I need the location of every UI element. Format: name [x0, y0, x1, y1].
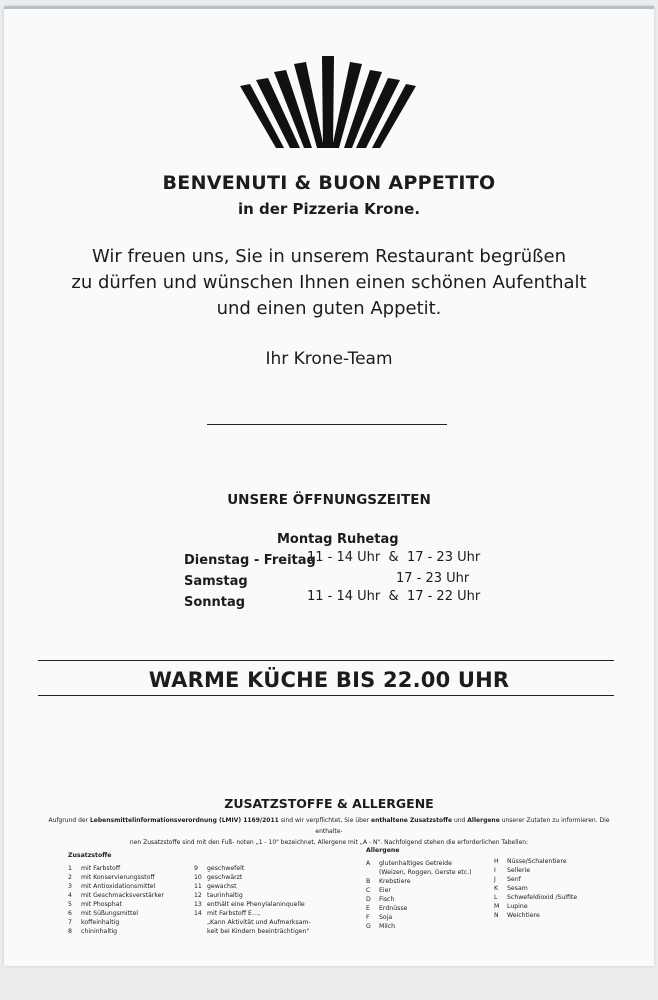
- list-item-label: glutenhaltiges Getreide: [379, 860, 452, 867]
- list-item-key: 11: [194, 883, 202, 890]
- list-item-key: F: [366, 914, 370, 921]
- list-item: [194, 891, 311, 900]
- allergens-title: ZUSATZSTOFFE & ALLERGENE: [224, 796, 434, 811]
- list-item-key: 3: [68, 883, 72, 890]
- list-item-label: mit Farbstoff: [81, 865, 121, 872]
- list-item-key: 12: [194, 892, 202, 899]
- list-item-label: mit Geschmacksverstärker: [81, 892, 165, 899]
- divider: [38, 660, 614, 661]
- list-item-key: 5: [68, 901, 72, 908]
- list-item-key: [366, 868, 379, 877]
- list-item: [194, 882, 311, 891]
- list-item-label: Nüsse/Schalentiere: [507, 858, 567, 865]
- hours-day: Dienstag - Freitag: [184, 553, 316, 568]
- list-item-key: A: [366, 860, 371, 867]
- welcome-line: und einen guten Appetit.: [216, 298, 442, 319]
- closed-day: Montag Ruhetag: [277, 532, 399, 547]
- list-item-label: mit Farbstoff E…,: [207, 910, 261, 917]
- list-item-label: Milch: [379, 923, 396, 930]
- list-item-label: mit Süßungsmittel: [81, 910, 139, 917]
- list-item-label: Krebstiere: [379, 878, 411, 885]
- list-item-label: „Kann Aktivität und Aufmerksam-: [207, 919, 311, 926]
- list-item: [494, 866, 577, 875]
- list-item-key: [194, 927, 207, 936]
- list-item-key: 4: [68, 892, 72, 899]
- list-item-key: I: [494, 867, 496, 874]
- allergens-list-2: [494, 857, 577, 920]
- intro-text: nen Zusatzstoffe sind mit den Fuß- noten „1 - 10" bezeichnet, Allergene mit „A - N". Nachfolgend stehen die erforderlichen Tabellen:: [129, 839, 529, 846]
- list-item: [68, 864, 164, 873]
- list-item-key: J: [494, 876, 496, 883]
- hours-times: 11 - 14 Uhr & 17 - 23 Uhr: [307, 550, 481, 565]
- list-item: [68, 882, 164, 891]
- list-item-label: mit Antioxidationsmittel: [81, 883, 156, 890]
- page-title: BENVENUTI & BUON APPETITO: [162, 172, 496, 194]
- list-item-key: 8: [68, 928, 72, 935]
- list-item: [194, 873, 311, 882]
- list-item-key: E: [366, 905, 370, 912]
- list-item-key: B: [366, 878, 371, 885]
- list-item-key: 10: [194, 874, 202, 881]
- list-item-key: 14: [194, 910, 202, 917]
- list-item-key: M: [494, 903, 500, 910]
- list-item-label: (Weizen, Roggen, Gerste etc.): [379, 869, 472, 876]
- list-item: [68, 918, 164, 927]
- list-item: [494, 911, 577, 920]
- list-item: [194, 900, 311, 909]
- intro-text: sind wir verpflichtet, Sie über: [278, 817, 371, 824]
- list-item: [68, 891, 164, 900]
- list-item: [68, 873, 164, 882]
- list-item: [366, 904, 472, 913]
- hours-day: Samstag: [184, 574, 248, 589]
- intro-bold: Allergene: [467, 817, 500, 824]
- list-item: [68, 900, 164, 909]
- list-item-label: taurinhaltig: [207, 892, 243, 899]
- list-item-label: enthält eine Phenylalaninquelle: [207, 901, 305, 908]
- additives-list-2: [194, 864, 311, 936]
- list-item-key: D: [366, 896, 371, 903]
- welcome-text: [4, 244, 654, 322]
- list-item-key: 9: [194, 865, 198, 872]
- list-item-label: Soja: [379, 914, 393, 921]
- list-item-label: Lupine: [507, 903, 528, 910]
- list-item-label: geschwefelt: [207, 865, 245, 872]
- list-item-key: 6: [68, 910, 72, 917]
- crown-logo-icon: [240, 56, 416, 152]
- list-item: [68, 909, 164, 918]
- hours-title: UNSERE ÖFFNUNGSZEITEN: [227, 492, 431, 508]
- list-item-key: 7: [68, 919, 72, 926]
- list-item: [366, 877, 472, 886]
- hours-day: Sonntag: [184, 595, 246, 610]
- list-item-label: Weichtiere: [507, 912, 540, 919]
- list-item-label: chininhaltig: [81, 928, 118, 935]
- list-item-label: Fisch: [379, 896, 395, 903]
- intro-text: unserer Zutaten zu informieren. Die enthalte-: [315, 817, 610, 835]
- list-item-label: Sellerie: [507, 867, 531, 874]
- list-item-label: Erdnüsse: [379, 905, 408, 912]
- list-item-key: K: [494, 885, 499, 892]
- top-edge: [4, 6, 654, 9]
- list-item: [366, 868, 472, 877]
- list-item-label: gewachst: [207, 883, 237, 890]
- list-item: [366, 886, 472, 895]
- list-item: [494, 884, 577, 893]
- list-item-label: mit Konservierungsstoff: [81, 874, 155, 881]
- list-item-key: 13: [194, 901, 202, 908]
- intro-text: und: [452, 817, 468, 824]
- list-item: [366, 859, 472, 868]
- list-item: [366, 913, 472, 922]
- allergens-list-1: [366, 846, 472, 931]
- welcome-line: Wir freuen uns, Sie in unserem Restaurant begrüßen: [92, 246, 566, 267]
- intro-bold: enthaltene Zusatzstoffe: [371, 817, 453, 824]
- intro-bold: Lebensmittelinformationsverordnung (LMIV) 1169/2011: [89, 817, 279, 824]
- list-item-label: keit bei Kindern beeinträchtigen": [207, 928, 310, 935]
- list-item-key: 1: [68, 865, 72, 872]
- divider: [38, 695, 614, 696]
- page-subtitle: in der Pizzeria Krone.: [237, 200, 421, 218]
- list-item: [194, 909, 311, 918]
- welcome-line: zu dürfen und wünschen Ihnen einen schönen Aufenthalt: [71, 272, 587, 293]
- list-item-key: [194, 918, 207, 927]
- list-item-label: mit Phosphat: [81, 901, 122, 908]
- list-item-key: G: [366, 923, 371, 930]
- list-item-key: H: [494, 858, 499, 865]
- list-item: [366, 895, 472, 904]
- list-item-key: 2: [68, 874, 72, 881]
- list-item: [494, 857, 577, 866]
- signature-text: Ihr Krone-Team: [265, 349, 393, 369]
- additives-heading: Zusatzstoffe: [68, 852, 112, 859]
- list-item: [494, 902, 577, 911]
- allergens-heading: Allergene: [366, 847, 400, 854]
- list-item-label: Senf: [507, 876, 521, 883]
- allergens-intro: [4, 815, 654, 848]
- list-item-label: koffeinhaltig: [81, 919, 120, 926]
- list-item: [68, 927, 164, 936]
- hours-times: 17 - 23 Uhr: [396, 571, 470, 586]
- hours-times: 11 - 14 Uhr & 17 - 22 Uhr: [307, 589, 481, 604]
- kitchen-hours-banner: WARME KÜCHE BIS 22.00 UHR: [148, 668, 510, 692]
- additives-list-1: [68, 851, 164, 936]
- list-item-label: Sesam: [507, 885, 528, 892]
- list-item: [194, 918, 311, 927]
- list-item: [494, 875, 577, 884]
- list-item: [194, 927, 311, 936]
- list-item-label: geschwärzt: [207, 874, 243, 881]
- list-item: [194, 864, 311, 873]
- list-item-key: N: [494, 912, 499, 919]
- list-item-label: Schwefeldioxid /Sulfite: [507, 894, 578, 901]
- list-item-label: Eier: [379, 887, 391, 894]
- signature-line: [207, 424, 447, 425]
- list-item-key: L: [494, 894, 498, 901]
- list-item: [494, 893, 577, 902]
- list-item: [366, 922, 472, 931]
- list-item-key: C: [366, 887, 371, 894]
- intro-text: Aufgrund der: [48, 817, 90, 824]
- menu-sheet: [4, 6, 654, 966]
